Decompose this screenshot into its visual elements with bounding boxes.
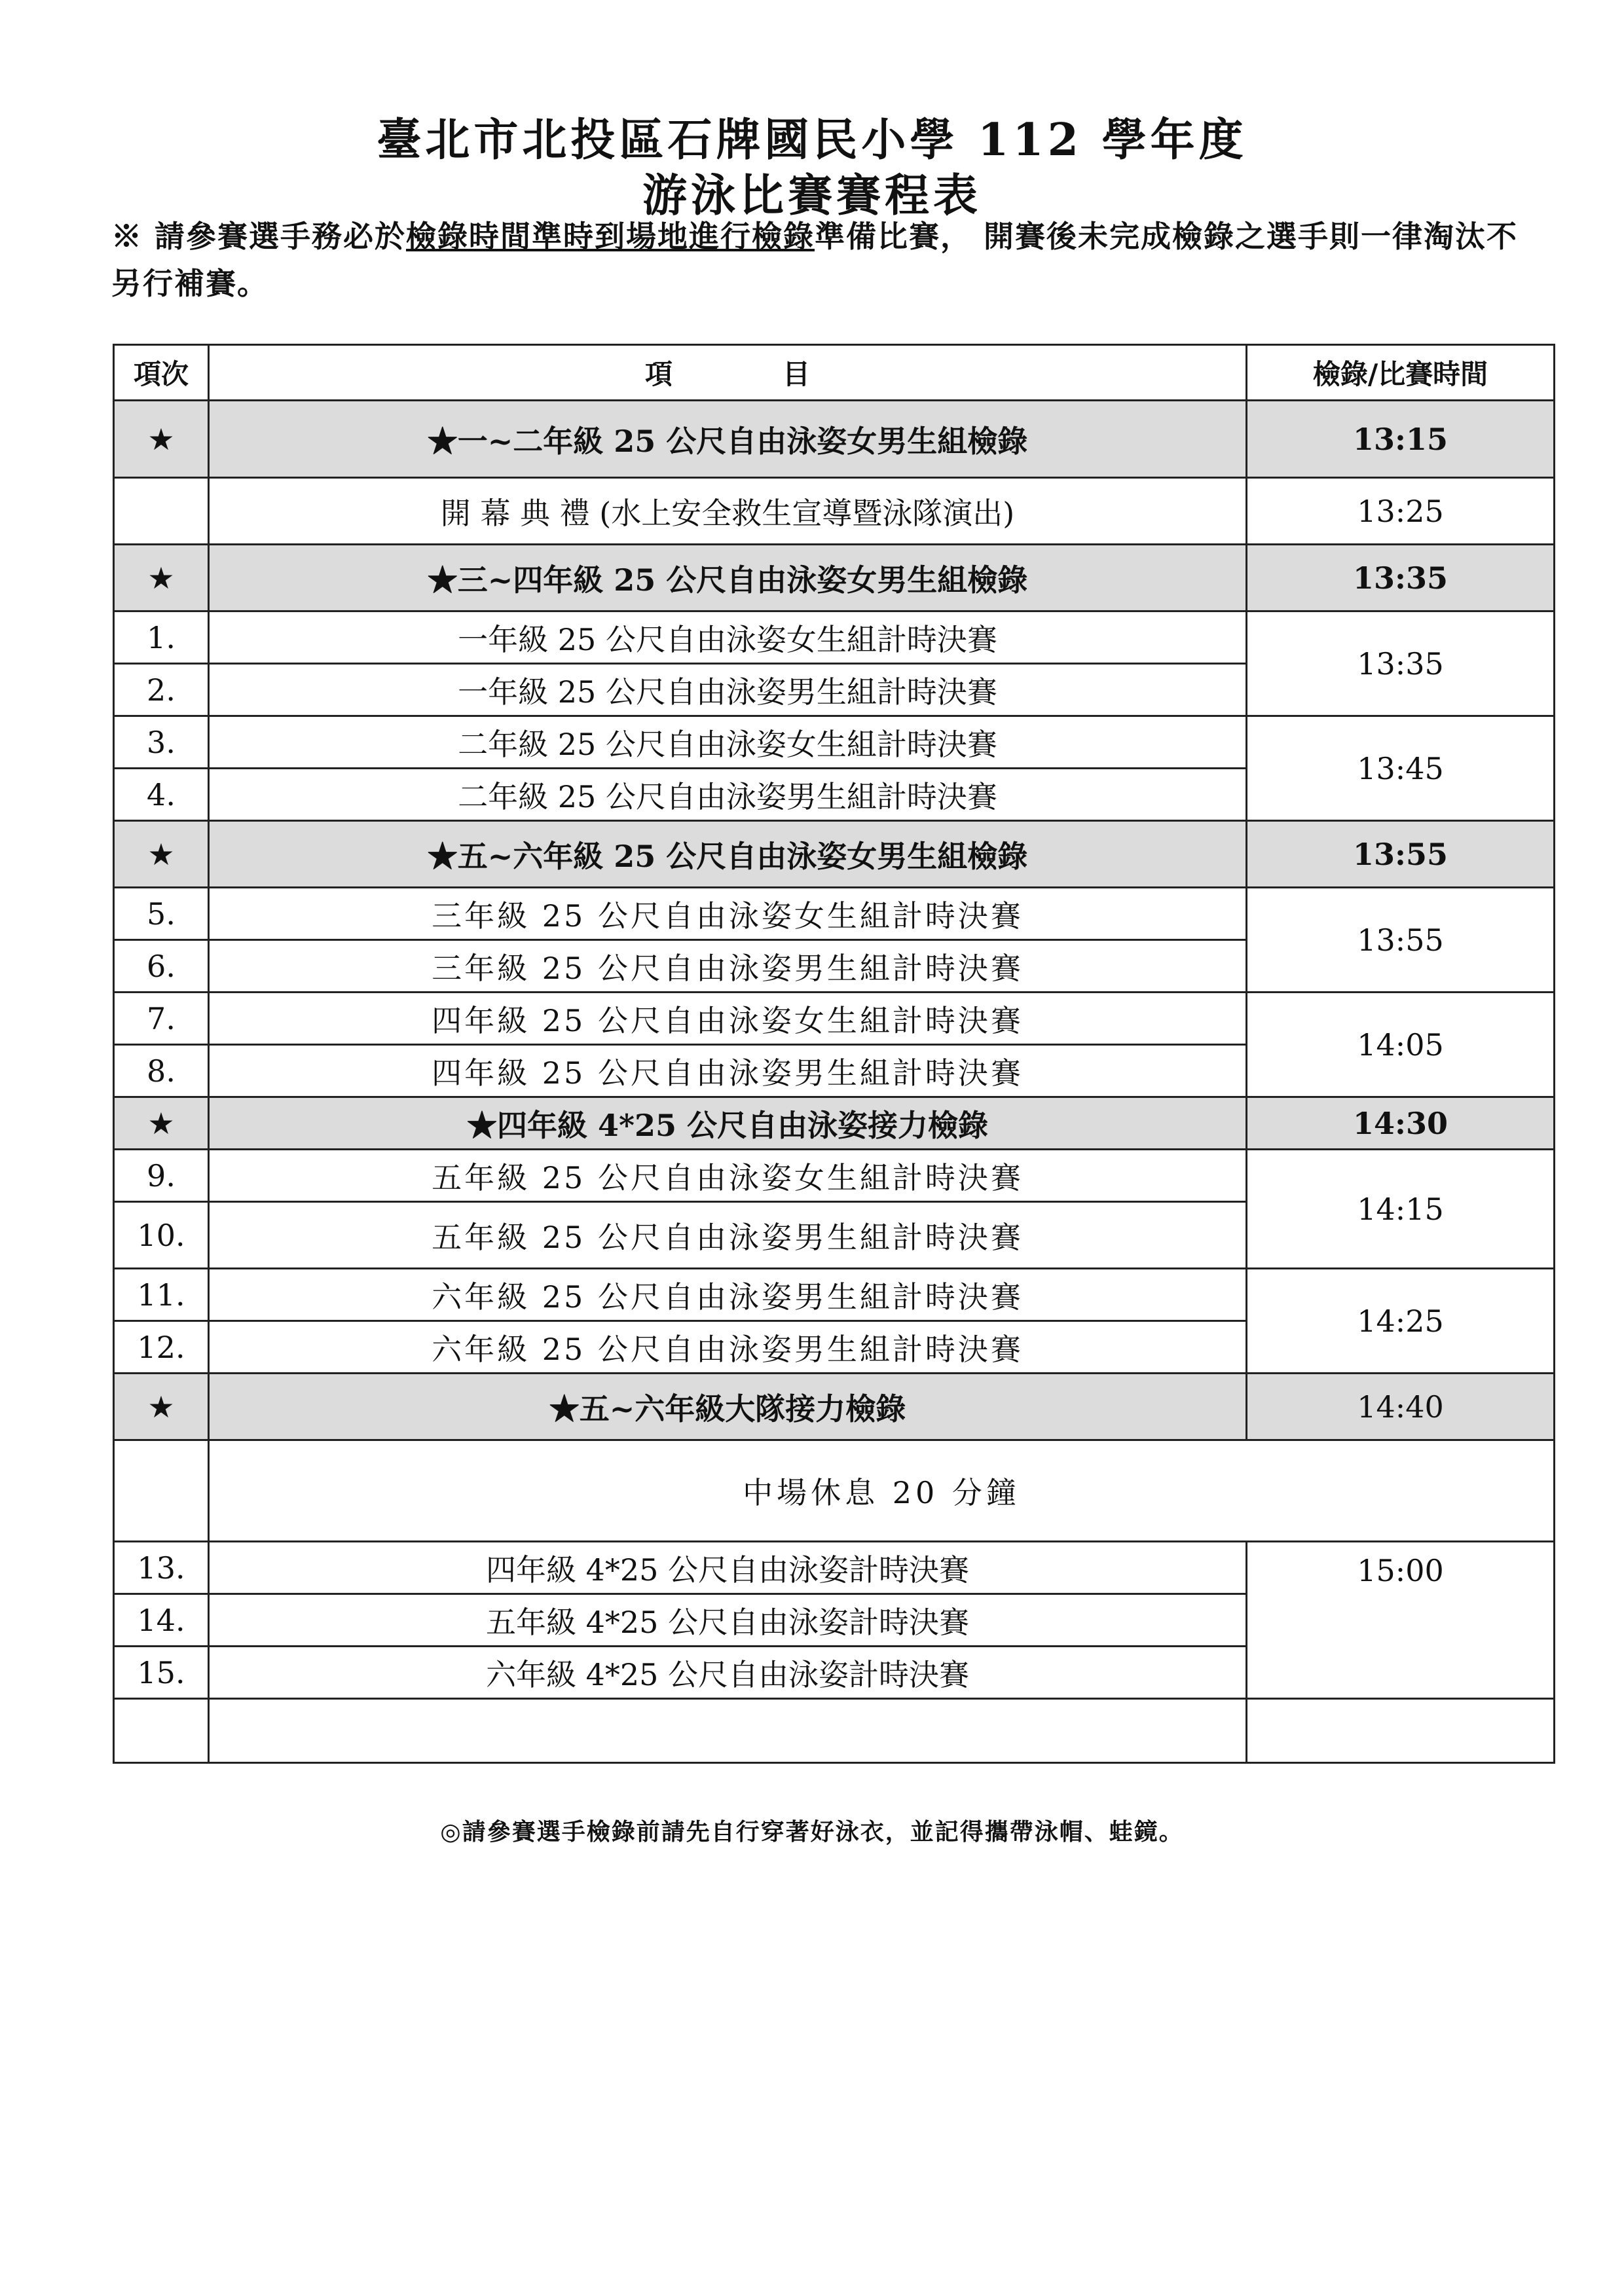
row-time: 14:05 bbox=[1247, 993, 1555, 1097]
table-row bbox=[114, 716, 1555, 769]
row-item: 六年級 25 公尺自由泳姿男生組計時決賽 bbox=[209, 1269, 1247, 1321]
break-text: 中場休息 20 分鐘 bbox=[209, 1440, 1555, 1542]
row-no: 3. bbox=[114, 716, 209, 769]
table-row bbox=[114, 821, 1555, 888]
row-item: ★三~四年級 25 公尺自由泳姿女男生組檢錄 bbox=[209, 545, 1247, 611]
row-no: 8. bbox=[114, 1045, 209, 1097]
row-item: 六年級 4*25 公尺自由泳姿計時決賽 bbox=[209, 1647, 1247, 1699]
row-item bbox=[209, 1699, 1247, 1763]
notice-prefix: ※ 請參賽選手務必於 bbox=[111, 219, 407, 254]
row-item: 二年級 25 公尺自由泳姿女生組計時決賽 bbox=[209, 716, 1247, 769]
row-item: 三年級 25 公尺自由泳姿男生組計時決賽 bbox=[209, 940, 1247, 993]
table-row-empty bbox=[114, 1699, 1555, 1763]
row-time: 14:25 bbox=[1247, 1269, 1555, 1374]
row-item: 四年級 25 公尺自由泳姿女生組計時決賽 bbox=[209, 993, 1247, 1045]
row-item: ★四年級 4*25 公尺自由泳姿接力檢錄 bbox=[209, 1097, 1247, 1150]
header-time: 檢錄/比賽時間 bbox=[1247, 345, 1555, 401]
row-time: 13:25 bbox=[1247, 478, 1555, 545]
row-no: 4. bbox=[114, 769, 209, 821]
row-item: 二年級 25 公尺自由泳姿男生組計時決賽 bbox=[209, 769, 1247, 821]
row-no: ★ bbox=[114, 545, 209, 611]
row-no: 9. bbox=[114, 1150, 209, 1202]
row-item: ★五~六年級大隊接力檢錄 bbox=[209, 1374, 1247, 1440]
table-row bbox=[114, 545, 1555, 611]
row-item: 五年級 25 公尺自由泳姿女生組計時決賽 bbox=[209, 1150, 1247, 1202]
table-row bbox=[114, 611, 1555, 664]
table-row bbox=[114, 1542, 1555, 1594]
row-no: 5. bbox=[114, 888, 209, 940]
row-item: 四年級 4*25 公尺自由泳姿計時決賽 bbox=[209, 1542, 1247, 1594]
row-no: ★ bbox=[114, 821, 209, 888]
table-row bbox=[114, 478, 1555, 545]
row-no: 15. bbox=[114, 1647, 209, 1699]
row-no bbox=[114, 1440, 209, 1542]
row-no: 2. bbox=[114, 664, 209, 716]
table-row bbox=[114, 1269, 1555, 1321]
row-no: ★ bbox=[114, 401, 209, 478]
notice-underlined: 檢錄時間準時到場地進行檢錄 bbox=[406, 219, 815, 254]
row-item: 三年級 25 公尺自由泳姿女生組計時決賽 bbox=[209, 888, 1247, 940]
row-item: ★五~六年級 25 公尺自由泳姿女男生組檢錄 bbox=[209, 821, 1247, 888]
row-time: 14:40 bbox=[1247, 1374, 1555, 1440]
footer-note: ◎請參賽選手檢錄前請先自行穿著好泳衣，並記得攜帶泳帽、蛙鏡。 bbox=[440, 1818, 1184, 1846]
table-row bbox=[114, 1150, 1555, 1202]
row-time: 13:35 bbox=[1247, 611, 1555, 716]
row-no: 11. bbox=[114, 1269, 209, 1321]
row-no: ★ bbox=[114, 1097, 209, 1150]
page-subtitle: 游泳比賽賽程表 bbox=[642, 170, 982, 222]
row-time: 13:55 bbox=[1247, 821, 1555, 888]
header-no: 項次 bbox=[114, 345, 209, 401]
table-row bbox=[114, 1374, 1555, 1440]
header-item: 項 目 bbox=[209, 345, 1247, 401]
row-item: 開 幕 典 禮 (水上安全救生宣導暨泳隊演出) bbox=[209, 478, 1247, 545]
row-no: ★ bbox=[114, 1374, 209, 1440]
table-row bbox=[114, 888, 1555, 940]
row-item: 四年級 25 公尺自由泳姿男生組計時決賽 bbox=[209, 1045, 1247, 1097]
row-no bbox=[114, 478, 209, 545]
row-no: 14. bbox=[114, 1594, 209, 1647]
page-title: 臺北市北投區石牌國民小學 112 學年度 bbox=[377, 114, 1247, 166]
schedule-table bbox=[113, 344, 1555, 1764]
row-no: 13. bbox=[114, 1542, 209, 1594]
row-item: 六年級 25 公尺自由泳姿男生組計時決賽 bbox=[209, 1321, 1247, 1374]
row-item: 一年級 25 公尺自由泳姿女生組計時決賽 bbox=[209, 611, 1247, 664]
row-time: 13:55 bbox=[1247, 888, 1555, 993]
row-time: 15:00 bbox=[1247, 1542, 1555, 1699]
row-no: 10. bbox=[114, 1202, 209, 1269]
table-header-row bbox=[114, 345, 1555, 401]
notice-suffix: 準備比賽， 開賽後未完成檢錄之選手則一律淘汰不另行補賽。 bbox=[111, 219, 1519, 301]
row-no: 6. bbox=[114, 940, 209, 993]
row-time: 14:30 bbox=[1247, 1097, 1555, 1150]
row-item: 五年級 4*25 公尺自由泳姿計時決賽 bbox=[209, 1594, 1247, 1647]
row-time: 13:45 bbox=[1247, 716, 1555, 821]
row-no: 7. bbox=[114, 993, 209, 1045]
row-item: 一年級 25 公尺自由泳姿男生組計時決賽 bbox=[209, 664, 1247, 716]
notice-text bbox=[111, 213, 1532, 307]
row-time: 13:15 bbox=[1247, 401, 1555, 478]
table-row bbox=[114, 993, 1555, 1045]
row-time: 13:35 bbox=[1247, 545, 1555, 611]
table-row bbox=[114, 1097, 1555, 1150]
table-row bbox=[114, 401, 1555, 478]
row-time: 14:15 bbox=[1247, 1150, 1555, 1269]
row-item: 五年級 25 公尺自由泳姿男生組計時決賽 bbox=[209, 1202, 1247, 1269]
row-no: 1. bbox=[114, 611, 209, 664]
break-row bbox=[114, 1440, 1555, 1542]
row-item: ★一~二年級 25 公尺自由泳姿女男生組檢錄 bbox=[209, 401, 1247, 478]
row-time bbox=[1247, 1699, 1555, 1763]
row-no bbox=[114, 1699, 209, 1763]
row-no: 12. bbox=[114, 1321, 209, 1374]
